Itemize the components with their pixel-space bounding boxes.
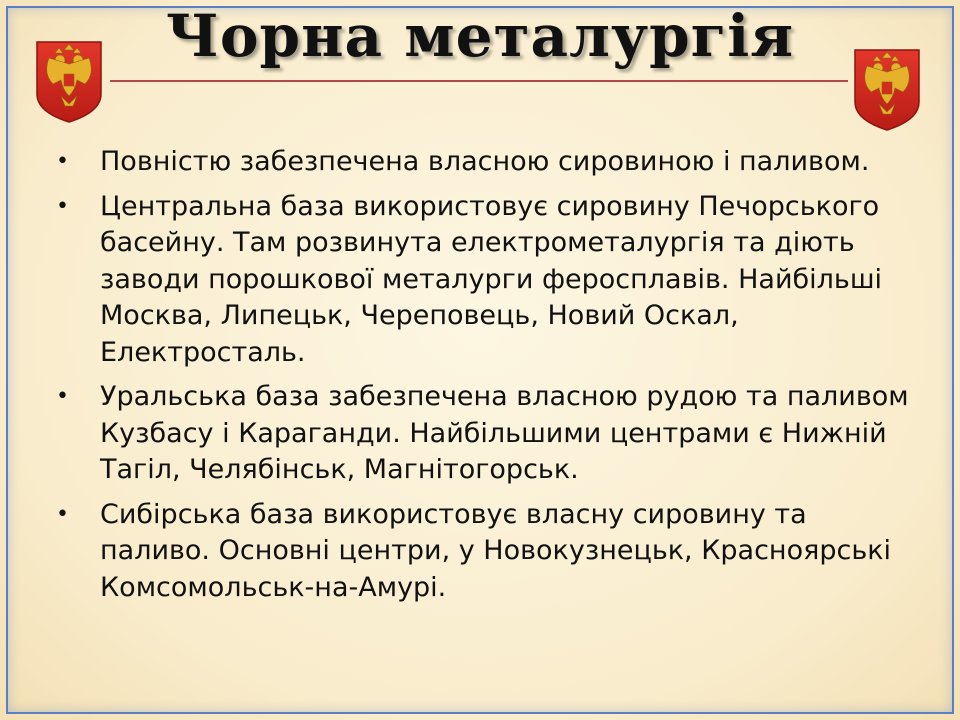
bullet-list [56, 144, 916, 614]
list-item [56, 144, 916, 181]
coat-of-arms-icon [33, 38, 105, 124]
list-item-text: Сибірська база використовує власну сировину та паливо. Основні центри, у Новокузнецьк, Красноярські Комсомольськ-на-Амурі. [100, 498, 892, 603]
list-item [56, 189, 916, 372]
list-item-text: Повністю забезпечена власною сировиною і паливом. [100, 146, 870, 177]
bullet-icon: • [56, 501, 69, 527]
list-item-text: Центральна база використовує сировину Печорського басейну. Там розвинута електрометалургія та діють заводи порошкової металурги феросплавів. Найбільші Москва, Липецьк, Череповець, Новий Оскал, Електросталь. [100, 190, 883, 368]
list-item-text: Уральська база забезпечена власною рудою та паливом Кузбасу і Караганди. Найбільшими центрами є Нижній Тагіл, Челябінськ, Магнітогорськ. [100, 381, 909, 485]
title-divider [110, 80, 848, 82]
slide-title: Чорна металургія [165, 2, 795, 70]
list-item [56, 379, 916, 489]
coat-of-arms-icon [851, 46, 923, 132]
bullet-icon: • [56, 149, 69, 174]
bullet-icon: • [56, 193, 69, 219]
list-item [56, 497, 916, 607]
bullet-icon: • [56, 384, 69, 409]
